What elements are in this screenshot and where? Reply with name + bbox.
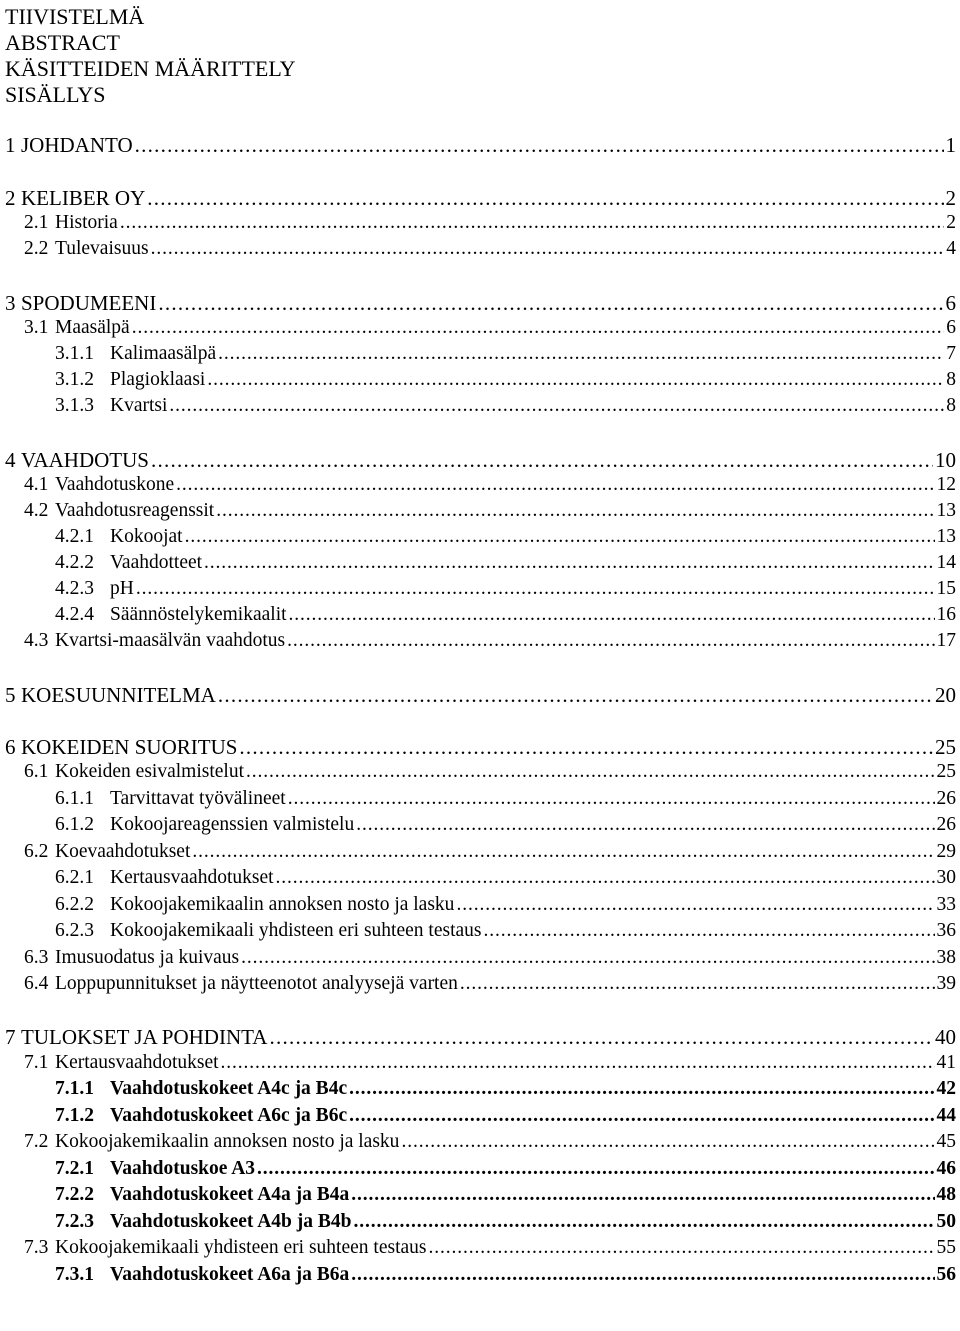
toc-entry-label: Historia <box>55 212 118 233</box>
toc-entry-label: Kokoojareagenssien valmistelu <box>110 814 355 835</box>
toc-dot-leader <box>135 133 944 158</box>
toc-dot-leader <box>151 448 933 473</box>
toc-entry-label: KELIBER OY <box>21 186 146 210</box>
toc-entry[interactable] <box>5 735 956 761</box>
toc-entry-number: 7.2.2 <box>55 1184 94 1205</box>
toc-entry-number: 6.1.1 <box>55 788 94 809</box>
toc-dot-leader <box>216 500 934 522</box>
toc-dot-leader <box>192 841 934 863</box>
toc-dot-leader <box>460 973 935 995</box>
toc-entry[interactable] <box>24 841 956 867</box>
toc-entry[interactable] <box>55 578 956 604</box>
toc-entry-label: VAAHDOTUS <box>21 448 149 472</box>
toc-entry[interactable] <box>55 1078 956 1104</box>
toc-dot-leader <box>204 552 934 574</box>
toc-dot-leader <box>241 947 934 969</box>
toc-entry-number: 4.3 <box>24 630 49 651</box>
toc-entry-page-number: 41 <box>936 1052 956 1073</box>
toc-entry-label: Vaahdotusreagenssit <box>55 500 215 521</box>
toc-entry-page-number: 2 <box>945 186 956 210</box>
toc-entry-page-number: 25 <box>935 735 956 759</box>
toc-entry[interactable] <box>24 761 956 787</box>
toc-entry[interactable] <box>55 1105 956 1131</box>
toc-entry-number: 7.1 <box>24 1052 49 1073</box>
toc-entry-page-number: 56 <box>936 1264 956 1285</box>
toc-entry-page-number: 39 <box>936 973 956 994</box>
toc-entry-label: Säännöstelykemikaalit <box>110 604 287 625</box>
toc-entry[interactable] <box>5 683 956 709</box>
toc-entry-page-number: 36 <box>936 920 956 941</box>
toc-entry[interactable] <box>55 814 956 840</box>
toc-entry-page-number: 2 <box>946 212 956 233</box>
toc-entry-number: 7 <box>5 1025 16 1049</box>
toc-dot-leader <box>269 1025 933 1050</box>
toc-entry-number: 4.1 <box>24 474 49 495</box>
toc-entry-number: 7.3.1 <box>55 1264 94 1285</box>
toc-entry[interactable] <box>24 238 956 264</box>
heading-kasitteiden-maarittely: KÄSITTEIDEN MÄÄRITTELY <box>5 56 296 81</box>
toc-entry-label: Vaahdotuskokeet A4a ja B4a <box>110 1184 350 1205</box>
toc-entry-page-number: 1 <box>945 133 956 157</box>
toc-entry-number: 7.1.1 <box>55 1078 94 1099</box>
toc-entry-label: Vaahdotuskokeet A4b ja B4b <box>110 1211 352 1232</box>
toc-entry-page-number: 16 <box>936 604 956 625</box>
toc-entry[interactable] <box>55 1264 956 1290</box>
toc-entry[interactable] <box>24 317 956 343</box>
toc-entry-page-number: 42 <box>936 1078 956 1099</box>
toc-entry-page-number: 50 <box>936 1211 956 1232</box>
toc-dot-leader <box>132 317 945 339</box>
toc-entry-label: Vaahdotuskokeet A6c ja B6c <box>110 1105 348 1126</box>
toc-entry-number: 6.2.2 <box>55 894 94 915</box>
toc-entry-label: Vaahdotteet <box>110 552 203 573</box>
toc-dot-leader <box>246 761 934 783</box>
toc-entry-page-number: 14 <box>936 552 956 573</box>
toc-entry-number: 6.2.1 <box>55 867 94 888</box>
toc-dot-leader <box>185 526 935 548</box>
toc-entry-label: Kokoojat <box>110 526 183 547</box>
toc-entry-label: KOESUUNNITELMA <box>21 683 216 707</box>
toc-entry-page-number: 26 <box>936 814 956 835</box>
toc-entry-label: Tarvittavat työvälineet <box>110 788 286 809</box>
toc-entry[interactable] <box>5 291 956 317</box>
toc-entry[interactable] <box>55 867 956 893</box>
toc-entry-number: 3.1.1 <box>55 343 94 364</box>
toc-entry[interactable] <box>55 604 956 630</box>
toc-dot-leader <box>176 474 934 496</box>
toc-entry-page-number: 40 <box>935 1025 956 1049</box>
toc-entry-number: 6.3 <box>24 947 49 968</box>
toc-entry-page-number: 8 <box>946 369 956 390</box>
toc-entry-number: 2.2 <box>24 238 49 259</box>
toc-dot-leader <box>456 894 934 916</box>
toc-entry-number: 5 <box>5 683 16 707</box>
toc-entry[interactable] <box>55 343 956 369</box>
toc-entry[interactable] <box>24 500 956 526</box>
toc-entry-label: KOKEIDEN SUORITUS <box>21 735 238 759</box>
toc-entry[interactable] <box>55 552 956 578</box>
toc-entry-number: 3 <box>5 291 16 315</box>
toc-entry-page-number: 48 <box>936 1184 956 1205</box>
toc-entry[interactable] <box>5 448 956 474</box>
toc-entry-number: 2.1 <box>24 212 49 233</box>
toc-entry-number: 2 <box>5 186 16 210</box>
toc-entry[interactable] <box>55 1211 956 1237</box>
toc-entry-page-number: 44 <box>936 1105 956 1126</box>
toc-entry-label: Kvartsi <box>110 395 168 416</box>
toc-dot-leader <box>218 683 933 708</box>
toc-dot-leader <box>276 867 935 889</box>
toc-entry[interactable] <box>55 395 956 421</box>
toc-entry[interactable] <box>55 369 956 395</box>
toc-entry-page-number: 25 <box>936 761 956 782</box>
heading-abstract: ABSTRACT <box>5 30 120 55</box>
toc-entry-number: 6.2.3 <box>55 920 94 941</box>
toc-entry-label: Maasälpä <box>55 317 130 338</box>
toc-entry[interactable] <box>5 186 956 212</box>
toc-entry-label: Kertausvaahdotukset <box>110 867 274 888</box>
toc-dot-leader <box>401 1131 934 1153</box>
toc-entry-label: TULOKSET JA POHDINTA <box>21 1025 268 1049</box>
toc-entry-number: 4.2.4 <box>55 604 94 625</box>
toc-entry-number: 1 <box>5 133 16 157</box>
toc-entry-number: 4.2.1 <box>55 526 94 547</box>
toc-dot-leader <box>351 1184 934 1206</box>
toc-dot-leader <box>428 1237 934 1259</box>
toc-entry-label: Kokoojakemikaalin annoksen nosto ja lasku <box>110 894 455 915</box>
toc-dot-leader <box>349 1078 934 1100</box>
toc-entry[interactable] <box>24 474 956 500</box>
toc-dot-leader <box>136 578 935 600</box>
toc-entry-page-number: 15 <box>936 578 956 599</box>
toc-entry-page-number: 10 <box>935 448 956 472</box>
toc-dot-leader <box>151 238 945 260</box>
toc-entry-page-number: 20 <box>935 683 956 707</box>
toc-dot-leader <box>351 1264 934 1286</box>
toc-entry-number: 3.1 <box>24 317 49 338</box>
toc-dot-leader <box>257 1158 934 1180</box>
toc-entry[interactable] <box>5 133 956 159</box>
toc-dot-leader <box>221 1052 935 1074</box>
toc-entry[interactable] <box>24 973 956 999</box>
toc-entry[interactable] <box>24 947 956 973</box>
toc-entry-page-number: 33 <box>936 894 956 915</box>
toc-entry-label: Vaahdotuskoe A3 <box>110 1158 256 1179</box>
toc-entry[interactable] <box>24 212 956 238</box>
toc-dot-leader <box>169 395 944 417</box>
toc-entry-label: Kalimaasälpä <box>110 343 217 364</box>
toc-entry[interactable] <box>24 1131 956 1157</box>
toc-entry[interactable] <box>55 1158 956 1184</box>
toc-dot-leader <box>218 343 944 365</box>
toc-entry-label: Vaahdotuskone <box>55 474 175 495</box>
toc-dot-leader <box>239 735 933 760</box>
heading-sisallys: SISÄLLYS <box>5 82 106 107</box>
heading-tiivistelma: TIIVISTELMÄ <box>5 4 145 29</box>
toc-entry-number: 3.1.3 <box>55 395 94 416</box>
toc-entry-page-number: 30 <box>936 867 956 888</box>
toc-entry-label: Kertausvaahdotukset <box>55 1052 219 1073</box>
toc-entry-label: Loppupunnitukset ja näytteenotot analyysejä varten <box>55 973 458 994</box>
toc-entry[interactable] <box>55 526 956 552</box>
toc-entry-page-number: 29 <box>936 841 956 862</box>
toc-entry[interactable] <box>24 1052 956 1078</box>
toc-entry-number: 3.1.2 <box>55 369 94 390</box>
toc-dot-leader <box>356 814 934 836</box>
toc-dot-leader <box>288 788 935 810</box>
toc-entry-number: 4.2.3 <box>55 578 94 599</box>
toc-entry-label: Kvartsi-maasälvän vaahdotus <box>55 630 286 651</box>
toc-entry[interactable] <box>24 1237 956 1263</box>
toc-entry-number: 6.4 <box>24 973 49 994</box>
toc-entry-label: Plagioklaasi <box>110 369 206 390</box>
toc-entry-number: 7.1.2 <box>55 1105 94 1126</box>
toc-entry-page-number: 26 <box>936 788 956 809</box>
toc-dot-leader <box>287 630 934 652</box>
toc-entry[interactable] <box>55 1184 956 1210</box>
toc-dot-leader <box>158 291 943 316</box>
toc-entry-page-number: 4 <box>946 238 956 259</box>
toc-entry-page-number: 55 <box>936 1237 956 1258</box>
toc-entry-number: 6.1.2 <box>55 814 94 835</box>
toc-entry-page-number: 7 <box>946 343 956 364</box>
toc-entry-page-number: 13 <box>936 500 956 521</box>
toc-entry-page-number: 12 <box>936 474 956 495</box>
toc-entry-number: 7.2 <box>24 1131 49 1152</box>
toc-entry-number: 4.2.2 <box>55 552 94 573</box>
toc-dot-leader <box>353 1211 934 1233</box>
toc-dot-leader <box>483 920 934 942</box>
toc-dot-leader <box>349 1105 934 1127</box>
toc-entry-number: 6.2 <box>24 841 49 862</box>
toc-entry-number: 4 <box>5 448 16 472</box>
toc-entry-number: 7.3 <box>24 1237 49 1258</box>
toc-entry-label: Imusuodatus ja kuivaus <box>55 947 240 968</box>
toc-entry-page-number: 6 <box>946 317 956 338</box>
toc-entry-page-number: 13 <box>936 526 956 547</box>
toc-entry[interactable] <box>55 920 956 946</box>
toc-entry-label: SPODUMEENI <box>21 291 157 315</box>
toc-entry-page-number: 17 <box>936 630 956 651</box>
toc-entry-number: 6.1 <box>24 761 49 782</box>
toc-entry-page-number: 8 <box>946 395 956 416</box>
toc-entry-page-number: 46 <box>936 1158 956 1179</box>
toc-entry-number: 6 <box>5 735 16 759</box>
toc-entry-page-number: 6 <box>945 291 956 315</box>
toc-entry-label: pH <box>110 578 134 599</box>
toc-dot-leader <box>289 604 935 626</box>
toc-entry-label: Kokoojakemikaali yhdisteen eri suhteen testaus <box>55 1237 427 1258</box>
toc-entry-label: Kokoojakemikaali yhdisteen eri suhteen testaus <box>110 920 482 941</box>
toc-entry-number: 4.2 <box>24 500 49 521</box>
toc-entry-label: Vaahdotuskokeet A4c ja B4c <box>110 1078 348 1099</box>
toc-entry[interactable] <box>55 788 956 814</box>
toc-dot-leader <box>207 369 944 391</box>
toc-entry-page-number: 45 <box>936 1131 956 1152</box>
toc-entry[interactable] <box>24 630 956 656</box>
toc-entry-label: Tulevaisuus <box>55 238 149 259</box>
toc-entry-label: Kokeiden esivalmistelut <box>55 761 245 782</box>
toc-entry[interactable] <box>55 894 956 920</box>
toc-entry-number: 7.2.1 <box>55 1158 94 1179</box>
toc-entry-label: Koevaahdotukset <box>55 841 191 862</box>
toc-entry[interactable] <box>5 1025 956 1051</box>
toc-entry-label: Vaahdotuskokeet A6a ja B6a <box>110 1264 350 1285</box>
toc-dot-leader <box>120 212 944 234</box>
toc-entry-label: JOHDANTO <box>21 133 133 157</box>
toc-entry-number: 7.2.3 <box>55 1211 94 1232</box>
toc-entry-label: Kokoojakemikaalin annoksen nosto ja lasku <box>55 1131 400 1152</box>
toc-entry-page-number: 38 <box>936 947 956 968</box>
toc-dot-leader <box>147 186 943 211</box>
